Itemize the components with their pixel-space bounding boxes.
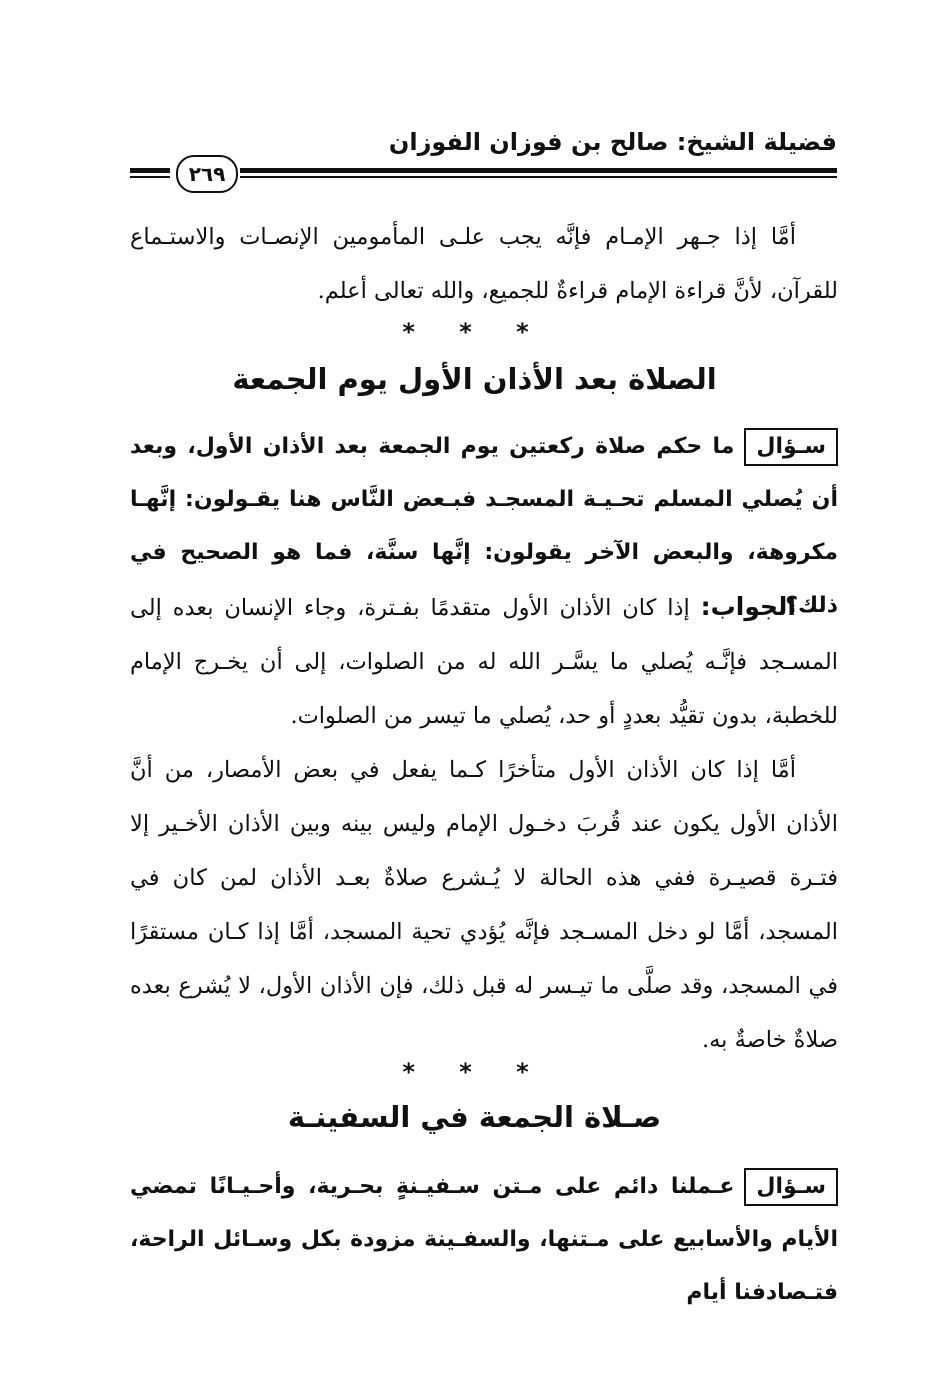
answer-block-1 xyxy=(130,580,838,1067)
answer-paragraph-1 xyxy=(130,580,838,743)
question-label-box-2: سـؤال xyxy=(744,1168,838,1206)
separator-stars-1: * * * xyxy=(402,318,547,346)
section-title-ship-prayer: صـلاة الجمعة في السفينـة xyxy=(287,1100,662,1134)
header-rule-thick xyxy=(240,168,837,173)
intro-block xyxy=(130,210,838,318)
section-title-friday-prayer: الصلاة بعد الأذان الأول يوم الجمعة xyxy=(232,362,717,396)
header-rule-left-thin xyxy=(130,176,170,178)
question-block-2 xyxy=(130,1160,838,1319)
answer-text-1: إذا كان الأذان الأول متقدمًا بفـترة، وجاء الإنسان بعده إلى المسـجد فإنَّـه يُصلي ما يسَّـر الله له من الصلوات، إلى أن يخـرج الإمام للخطبة، بدون تقيُّد بعددٍ أو حد، يُصلي ما تيسر من الصلوات. xyxy=(130,595,838,729)
question-label-box: سـؤال xyxy=(744,428,838,466)
answer-label: الجواب: xyxy=(700,592,796,621)
separator-stars-2: * * * xyxy=(402,1058,547,1086)
answer-paragraph-2: أمَّا إذا كان الأذان الأول متأخرًا كـما يفعل في بعض الأمصار، من أنَّ الأذان الأول يكون عند قُربَ دخـول الإمام وليس بينه وبين الأذان الأخـير إلا فتـرة قصيـرة ففي هذه الحالة لا يُـشرع صلاةٌ بعـد الأذان لمن كان في المسجد، أمَّا لو دخل المسـجد فإنَّه يُؤدي تحية المسجد، أمَّا إذا كـان مستقرًا في المسجد، وقد صلَّى ما تيـسر له قبل ذلك، فإن الأذان الأول، لا يُشرع بعده صلاةٌ خاصةٌ به. xyxy=(130,757,838,1053)
question-text-1: ما حكم صلاة ركعتين يوم الجمعة بعد الأذان الأول، وبعد أن يُصلي المسلم تحـيـة المسجـد فبـعض النَّاس هنا يقـولون: إنَّهـا مكروهة، والبعض الآخر يقولون: إنَّها سنَّة، فما هو الصحيح في ذلك؟ xyxy=(130,434,838,618)
header-rule-thin xyxy=(240,176,837,178)
question-text-2: عـملنا دائم على مـتن سـفيـنةٍ بحـرية، وأحـيـانًا تمضي الأيام والأسابيع على مـتنها، والسفـينة مزودة بكل وسـائل الراحة، فتـصادفنا أيام xyxy=(130,1174,838,1305)
question-paragraph-2 xyxy=(130,1160,838,1319)
header-rule-left-thick xyxy=(130,168,170,173)
intro-paragraph: أمَّا إذا جـهر الإمـام فإنَّه يجب علـى المأمومين الإنصـات والاستـماع للقرآن، لأنَّ قراءة الإمام قراءةٌ للجميع، والله تعالى أعلم. xyxy=(130,224,838,304)
page-number: ٢٦٩ xyxy=(176,155,238,193)
running-header-title: فضيلة الشيخ: صالح بن فوزان الفوزان xyxy=(388,128,837,156)
